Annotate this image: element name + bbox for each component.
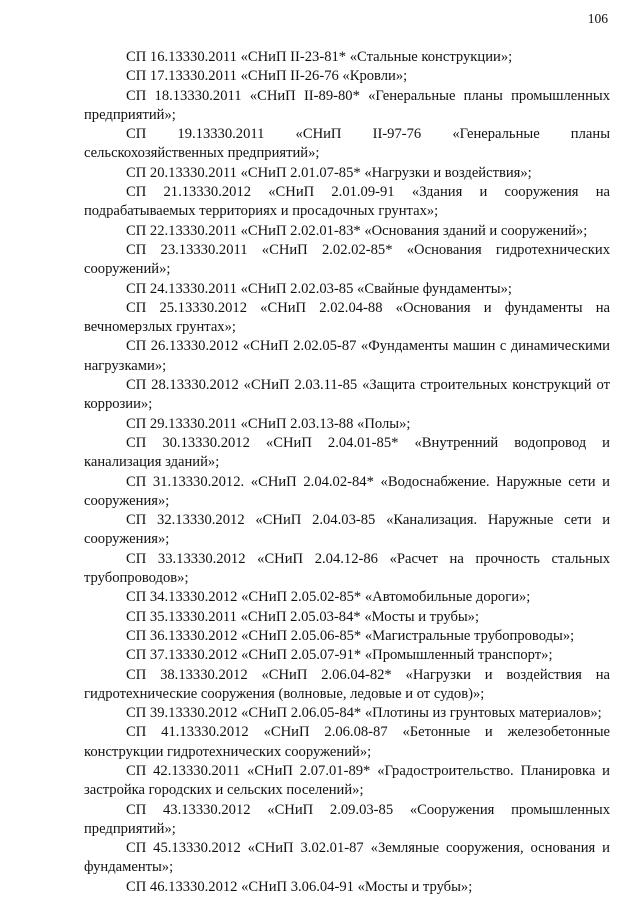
list-item: СП 24.13330.2011 «СНиП 2.02.03-85 «Свайные фундаменты»;: [126, 280, 512, 297]
list-item: СП 36.13330.2012 «СНиП 2.05.06-85* «Магистральные трубопроводы»;: [126, 627, 575, 644]
list-item: СП 18.13330.2011 «СНиП II-89-80* «Генеральные планы промышленных предприятий»;: [84, 87, 610, 123]
list-item: СП 16.13330.2011 «СНиП II-23-81* «Стальные конструкции»;: [126, 49, 513, 65]
list-item: СП 28.13330.2012 «СНиП 2.03.11-85 «Защита строительных конструкций от коррозии»;: [84, 377, 610, 413]
list-item: СП 26.13330.2012 «СНиП 2.02.05-87 «Фундаменты машин с динамическими нагрузками»;: [84, 338, 610, 374]
list-item: СП 20.13330.2011 «СНиП 2.01.07-85* «Нагрузки и воздействия»;: [126, 164, 532, 181]
list-item: СП 17.13330.2011 «СНиП II-26-76 «Кровли»;: [126, 68, 408, 85]
list-item: СП 37.13330.2012 «СНиП 2.05.07-91* «Промышленный транспорт»;: [126, 647, 553, 664]
list-item: СП 33.13330.2012 «СНиП 2.04.12-86 «Расчет на прочность стальных трубопроводов»;: [84, 550, 610, 587]
list-item: СП 30.13330.2012 «СНиП 2.04.01-85* «Внутренний водопровод и канализация зданий»;: [84, 434, 610, 471]
standards-list: [84, 48, 610, 897]
list-item: СП 39.13330.2012 «СНиП 2.06.05-84* «Плотины из грунтовых материалов»;: [126, 705, 602, 722]
list-item: СП 43.13330.2012 «СНиП 2.09.03-85 «Сооружения промышленных предприятий»;: [84, 801, 610, 837]
list-item: СП 41.13330.2012 «СНиП 2.06.08-87 «Бетонные и железобетонные конструкции гидротехнических сооружений»;: [84, 724, 610, 760]
list-item: СП 42.13330.2011 «СНиП 2.07.01-89* «Градостроительство. Планировка и застройка городских и сельских поселений»;: [84, 762, 610, 799]
list-item: СП 22.13330.2011 «СНиП 2.02.01-83* «Основания зданий и сооружений»;: [126, 222, 588, 239]
list-item: СП 21.13330.2012 «СНиП 2.01.09-91 «Здания и сооружения на подрабатываемых территориях и просадочных грунтах»;: [84, 184, 610, 220]
list-item: СП 34.13330.2012 «СНиП 2.05.02-85* «Автомобильные дороги»;: [126, 589, 531, 606]
list-item: СП 38.13330.2012 «СНиП 2.06.04-82* «Нагрузки и воздействия на гидротехнические сооружения (волновые, ледовые и от судов)»;: [84, 666, 610, 702]
page-number: 106: [587, 11, 608, 26]
list-item: СП 46.13330.2012 «СНиП 3.06.04-91 «Мосты и трубы»;: [126, 878, 473, 895]
list-item: СП 45.13330.2012 «СНиП 3.02.01-87 «Земляные сооружения, основания и фундаменты»;: [84, 840, 610, 876]
list-item: СП 29.13330.2011 «СНиП 2.03.13-88 «Полы»;: [126, 415, 411, 432]
list-item: СП 25.13330.2012 «СНиП 2.02.04-88 «Основания и фундаменты на вечномерзлых грунтах»;: [84, 299, 610, 336]
list-item: СП 23.13330.2011 «СНиП 2.02.02-85* «Основания гидротехнических сооружений»;: [84, 241, 610, 278]
list-item: СП 31.13330.2012. «СНиП 2.04.02-84* «Водоснабжение. Наружные сети и сооружения»;: [84, 473, 610, 509]
list-item: СП 19.13330.2011 «СНиП II-97-76 «Генеральные планы сельскохозяйственных предприятий»;: [84, 126, 610, 162]
list-item: СП 32.13330.2012 «СНиП 2.04.03-85 «Канализация. Наружные сети и сооружения»;: [84, 512, 610, 548]
list-item: СП 35.13330.2011 «СНиП 2.05.03-84* «Мосты и трубы»;: [126, 608, 480, 625]
